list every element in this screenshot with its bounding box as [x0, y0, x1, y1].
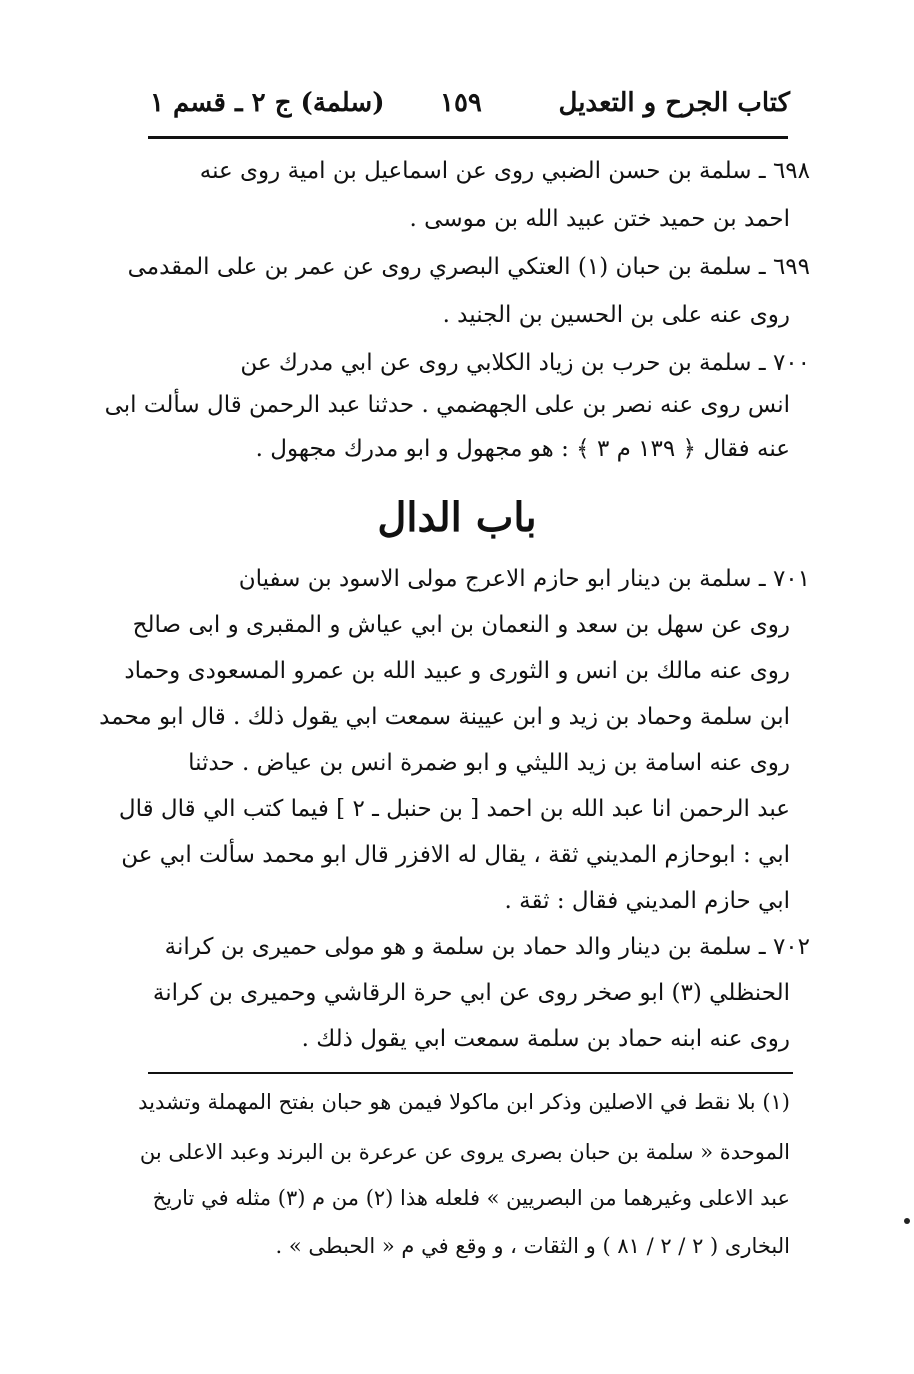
entry-line: انس روى عنه نصر بن على الجهضمي . حدثنا عبد الرحمن قال سألت ابى: [104, 392, 790, 418]
entry-line: روى عنه مالك بن انس و الثورى و عبيد الله بن عمرو المسعودى وحماد: [124, 658, 790, 684]
entry-line: ابن سلمة وحماد بن زيد و ابن عيينة سمعت ابي يقول ذلك . قال ابو محمد: [99, 704, 790, 730]
footnote-line: البخارى ( ٢ / ٢ / ٨١ ) و الثقات ، و وقع في م « الحبطى » .: [275, 1234, 790, 1258]
running-header: [150, 78, 790, 138]
entry-line: ٧٠٠ ـ سلمة بن حرب بن زياد الكلابي روى عن ابي مدرك عن: [240, 350, 810, 376]
entry-line: روى عنه ابنه حماد بن سلمة سمعت ابي يقول ذلك .: [301, 1026, 790, 1052]
entry-line: روى عنه على بن الحسين بن الجنيد .: [442, 302, 790, 328]
section-label: (سلمة) ج ٢ ـ قسم ١: [150, 88, 385, 118]
chapter-heading: باب الدال: [377, 494, 537, 541]
entry-line: ٦٩٨ ـ سلمة بن حسن الضبي روى عن اسماعيل بن امية روى عنه: [199, 158, 810, 184]
header-rule: [148, 136, 788, 139]
entry-line: ابي : ابوحازم المديني ثقة ، يقال له الافزر قال ابو محمد سألت ابي عن: [121, 842, 790, 868]
entry-line: احمد بن حميد ختن عبيد الله بن موسى .: [409, 206, 790, 232]
footnote-line: عبد الاعلى وغيرهما من البصريين » فلعله هذا (٢) من م (٣) مثله في تاريخ: [152, 1186, 790, 1210]
page-number: ١٥٩: [440, 88, 482, 118]
entry-line: ٦٩٩ ـ سلمة بن حبان (١) العتكي البصري روى عن عمر بن على المقدمى: [127, 254, 810, 280]
footnote-line: (١) بلا نقط في الاصلين وذكر ابن ماكولا فيمن هو حبان بفتح المهملة وتشديد: [138, 1090, 790, 1114]
entry-line: عبد الرحمن انا عبد الله بن احمد [ بن حنبل ـ ٢ ] فيما كتب الي قال قال: [118, 796, 790, 822]
entry-line: روى عنه اسامة بن زيد الليثي و ابو ضمرة انس بن عياض . حدثنا: [188, 750, 790, 776]
book-title: كتاب الجرح و التعديل: [558, 88, 790, 118]
entry-line: ٧٠٢ ـ سلمة بن دينار والد حماد بن سلمة و هو مولى حميرى بن كرانة: [164, 934, 810, 960]
entry-line: ابي حازم المديني فقال : ثقة .: [504, 888, 790, 914]
footnote-rule: [148, 1072, 793, 1074]
footnote-line: الموحدة « سلمة بن حبان بصرى يروى عن عرعرة بن البرند وعبد الاعلى بن: [139, 1140, 790, 1164]
entry-line: الحنظلي (٣) ابو صخر روى عن ابي حرة الرقاشي وحميرى بن كرانة: [152, 980, 790, 1006]
entry-line: ٧٠١ ـ سلمة بن دينار ابو حازم الاعرج مولى الاسود بن سفيان: [238, 566, 810, 592]
ink-speck: [904, 1218, 910, 1224]
entry-line: روى عن سهل بن سعد و النعمان بن ابي عياش و المقبرى و ابى صالح: [132, 612, 790, 638]
entry-line: عنه فقال ﴿ ١٣٩ م ٣ ﴾ : هو مجهول و ابو مدرك مجهول .: [255, 436, 790, 462]
